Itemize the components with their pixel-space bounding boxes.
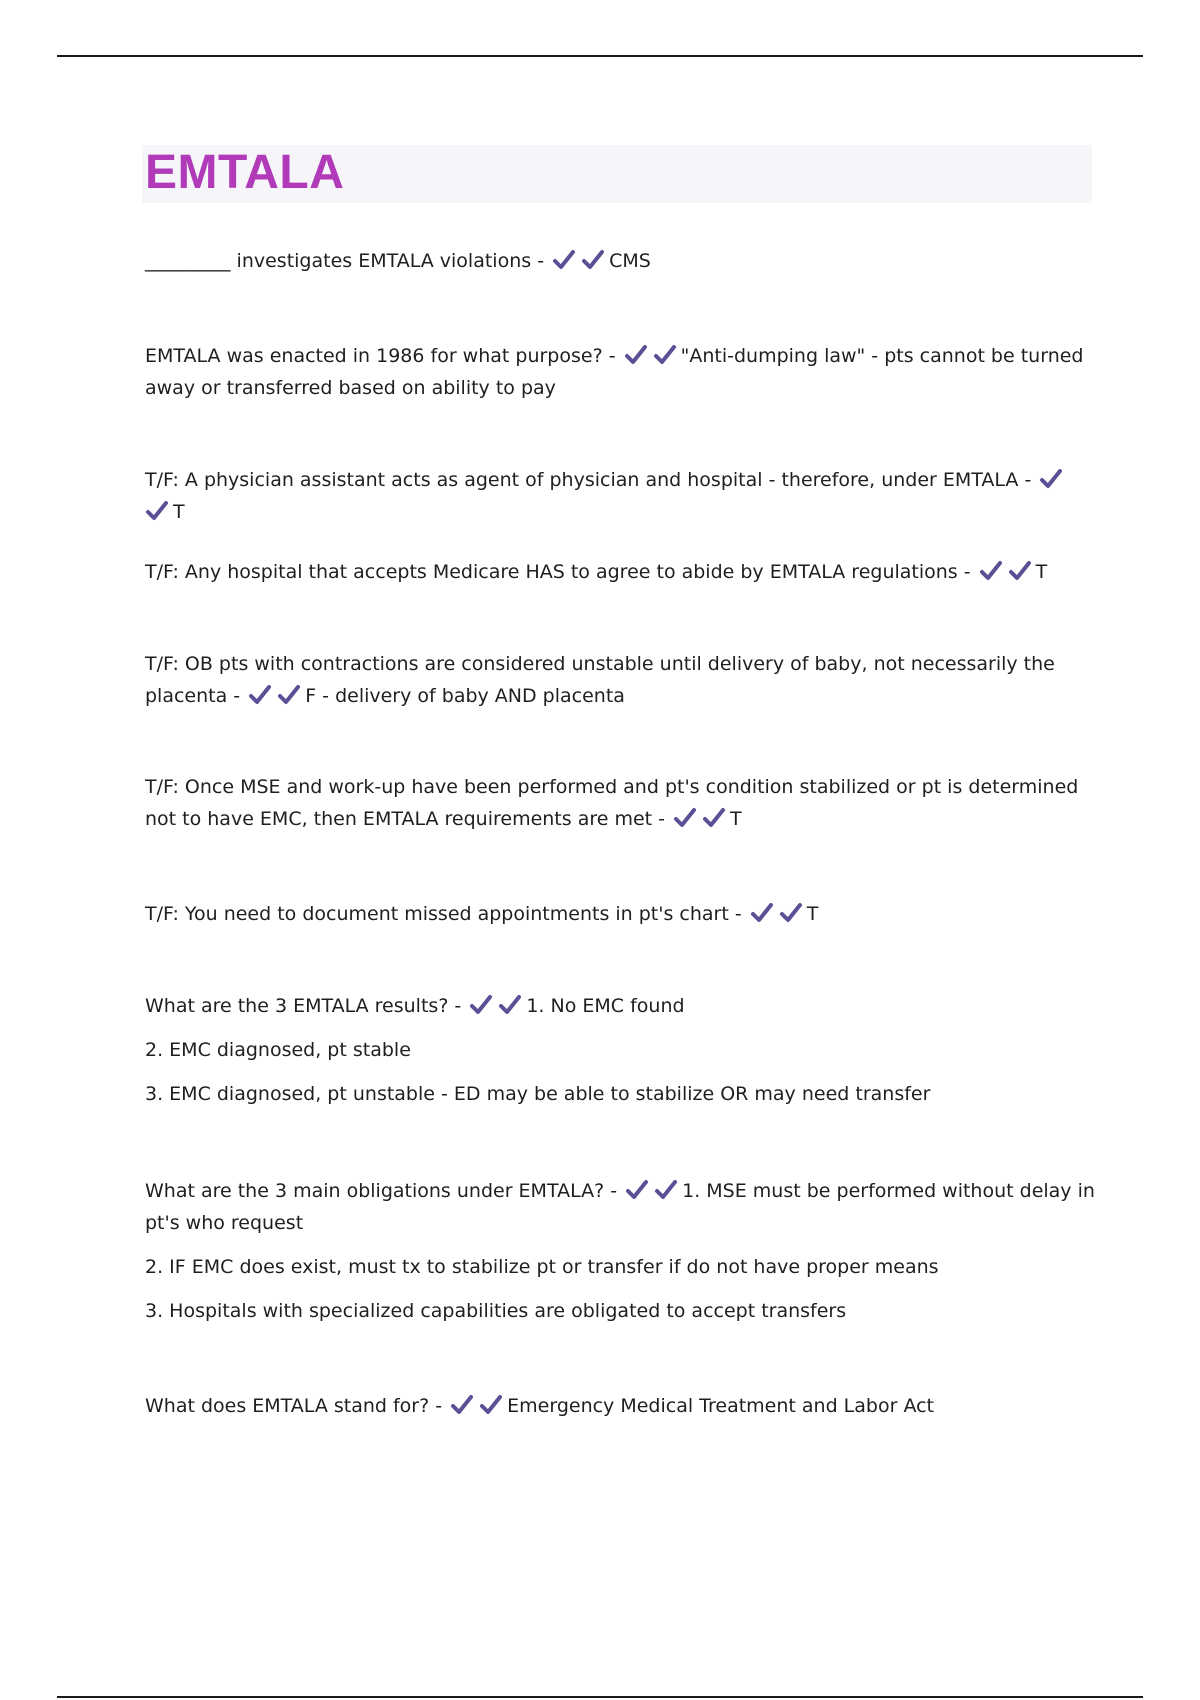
qa-item [145, 898, 1095, 942]
answer-extra-line: 3. EMC diagnosed, pt unstable - ED may be able to stabilize OR may need transfer [145, 1083, 931, 1105]
question-text: T/F: OB pts with contractions are considered unstable until delivery of baby, not necessarily the placenta - [145, 653, 1055, 707]
answer-text: T [1035, 561, 1048, 583]
qa-first-line [145, 898, 1095, 930]
answer-text: T [173, 501, 185, 523]
check-icon [469, 994, 493, 1016]
check-icon [450, 1394, 474, 1416]
qa-item [145, 990, 1095, 1122]
answer-text: 1. MSE must be performed without delay in pt's who request [145, 1180, 1095, 1234]
answer-text: 1. No EMC found [526, 995, 685, 1017]
check-icon [145, 500, 169, 522]
check-icon [625, 1179, 649, 1201]
answer-text: F - delivery of baby AND placenta [305, 685, 625, 707]
question-text: T/F: Once MSE and work-up have been performed and pt's condition stabilized or pt is determined not to have EMC, then EMTALA requirements are met - [145, 776, 1079, 830]
page-title: EMTALA [145, 146, 345, 199]
check-icon [581, 249, 605, 271]
qa-first-line [145, 648, 1095, 712]
question-text: What are the 3 main obligations under EMTALA? - [145, 1180, 624, 1202]
check-icon [479, 1394, 503, 1416]
qa-first-line [145, 245, 1095, 277]
answer-text: CMS [609, 250, 651, 272]
answer-extra-line: 2. EMC diagnosed, pt stable [145, 1039, 411, 1061]
check-icon [552, 249, 576, 271]
qa-item [145, 340, 1095, 416]
qa-item [145, 245, 1095, 289]
qa-item [145, 1175, 1095, 1339]
qa-first-line [145, 464, 1095, 528]
bottom-rule [57, 1696, 1143, 1698]
check-icon [779, 902, 803, 924]
question-text: T/F: A physician assistant acts as agent of physician and hospital - therefore, under EMTALA - [145, 469, 1038, 491]
qa-first-line [145, 340, 1095, 404]
qa-first-line [145, 556, 1095, 588]
answer-extra-line: 3. Hospitals with specialized capabilities are obligated to accept transfers [145, 1300, 847, 1322]
question-text: EMTALA was enacted in 1986 for what purpose? - [145, 345, 622, 367]
check-icon [1039, 468, 1063, 490]
check-icon [1008, 560, 1032, 582]
check-icon [750, 902, 774, 924]
answer-extra-line: 2. IF EMC does exist, must tx to stabilize pt or transfer if do not have proper means [145, 1256, 939, 1278]
check-icon [498, 994, 522, 1016]
qa-item [145, 771, 1095, 847]
answer-text: Emergency Medical Treatment and Labor Act [507, 1395, 935, 1417]
qa-first-line [145, 990, 1095, 1022]
check-icon [624, 344, 648, 366]
qa-first-line [145, 1390, 1095, 1422]
check-icon [277, 684, 301, 706]
top-rule [57, 55, 1143, 57]
question-text: What does EMTALA stand for? - [145, 1395, 449, 1417]
check-icon [673, 807, 697, 829]
check-icon [654, 1179, 678, 1201]
question-text: What are the 3 EMTALA results? - [145, 995, 468, 1017]
check-icon [653, 344, 677, 366]
qa-first-line [145, 1175, 1095, 1239]
answer-text: "Anti-dumping law" - pts cannot be turned away or transferred based on ability to pay [145, 345, 1084, 399]
qa-item [145, 464, 1095, 540]
question-text: T/F: You need to document missed appointments in pt's chart - [145, 903, 748, 925]
answer-text: T [806, 903, 819, 925]
check-icon [979, 560, 1003, 582]
question-text: T/F: Any hospital that accepts Medicare HAS to agree to abide by EMTALA regulations - [145, 561, 977, 583]
check-icon [702, 807, 726, 829]
check-icon [248, 684, 272, 706]
qa-first-line [145, 771, 1095, 835]
qa-item [145, 1390, 1095, 1434]
answer-text: T [730, 808, 742, 830]
qa-item [145, 648, 1095, 724]
qa-item [145, 556, 1095, 600]
question-text: _________ investigates EMTALA violations - [145, 250, 551, 272]
